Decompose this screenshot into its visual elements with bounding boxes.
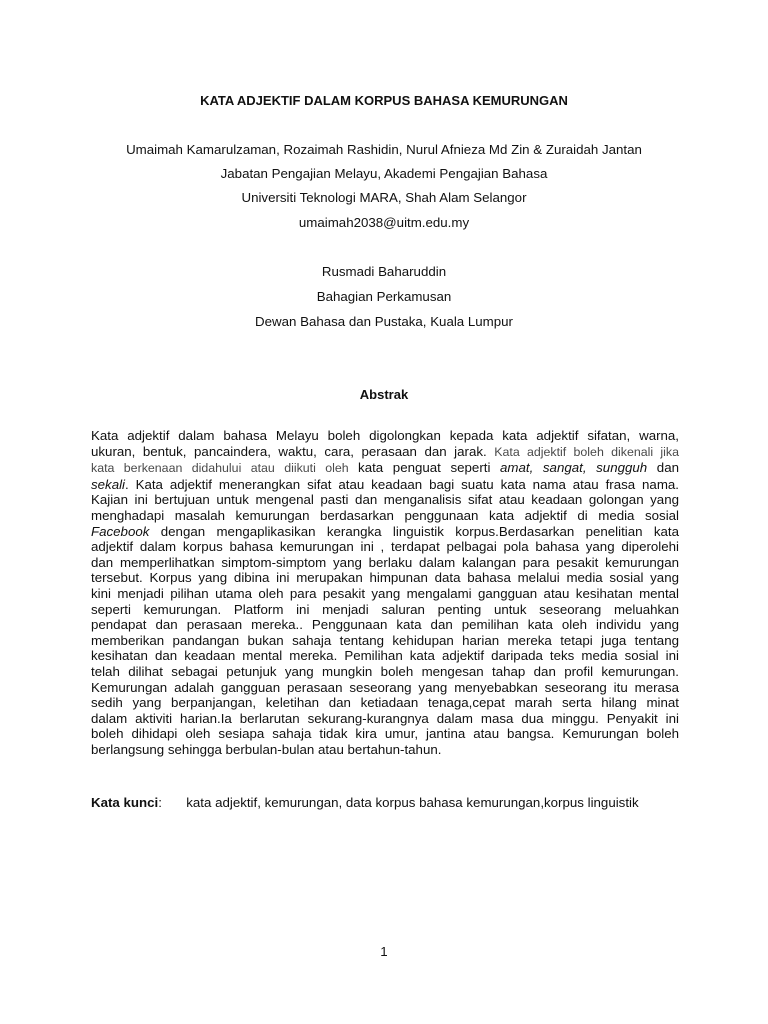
second-author-department: Bahagian Perkamusan: [316, 289, 452, 304]
abstract-text: kata berkenaan didahului atau diikuti oleh: [91, 461, 359, 476]
abstract-italic-text: sekali: [91, 476, 125, 492]
abstract-line: [91, 711, 679, 727]
abstract-line: [91, 648, 679, 664]
keywords-text: kata adjektif, kemurungan, data korpus bahasa kemurungan,korpus linguistik: [186, 795, 639, 810]
abstract-line: [91, 539, 679, 555]
abstract-line: [91, 617, 679, 633]
abstract-text: dan: [647, 460, 679, 476]
author-department: Jabatan Pengajian Melayu, Akademi Pengajian Bahasa: [220, 166, 548, 181]
abstract-line: [91, 680, 679, 696]
author-email: umaimah2038@uitm.edu.my: [298, 215, 470, 230]
abstract-text: sedih yang berpanjangan, keletihan dan ketiadaan tenaga,cepat marah serta hilang minat: [91, 695, 679, 711]
keywords-line: [91, 795, 639, 811]
abstract-text: kata penguat seperti: [358, 460, 501, 476]
abstract-text: dengan mengaplikasikan kerangka linguistik korpus.Berdasarkan penelitian kata: [149, 523, 679, 539]
abstract-text: dalam aktiviti harian.Ia berlarutan sekurang-kurangnya dalam masa dua minggu. Penyakit ini: [91, 710, 679, 726]
abstract-line: [91, 726, 679, 742]
abstract-line: [91, 555, 679, 571]
abstract-italic-text: Facebook: [91, 523, 150, 539]
abstract-line: [91, 602, 679, 618]
abstract-line: [91, 742, 679, 758]
abstract-heading: Abstrak: [359, 387, 409, 402]
abstract-text: berlangsung sehingga berbulan-bulan atau bertahun-tahun.: [91, 741, 442, 757]
keywords-label: Kata kunci: [91, 795, 159, 810]
abstract-line: [91, 492, 679, 508]
abstract-text: Kemurungan adalah gangguan perasaan seseorang yang menyebabkan seseorang itu merasa: [91, 679, 679, 695]
abstract-text: Kajian ini bertujuan untuk mengenal pasti dan menganalisis sifat atau keadaan golongan yang: [91, 492, 679, 508]
abstract-text: kesihatan dan keadaan mental mereka. Pemilihan kata adjektif daripada teks media sosial ini: [91, 648, 679, 664]
second-author-name: Rusmadi Baharuddin: [321, 264, 447, 279]
abstract-line: [91, 524, 679, 540]
abstract-line: [91, 508, 679, 524]
abstract-text: Kata adjektif dalam bahasa Melayu boleh digolongkan kepada kata adjektif sifatan, warna,: [91, 428, 679, 443]
abstract-text: Kata adjektif boleh dikenali jika: [494, 444, 679, 459]
abstract-line: [91, 460, 679, 477]
paper-title: KATA ADJEKTIF DALAM KORPUS BAHASA KEMURUNGAN: [200, 93, 568, 108]
abstract-line: [91, 695, 679, 711]
abstract-line: [91, 570, 679, 586]
abstract-text: kini menjadi pilihan utama oleh para pesakit yang mengalami gangguan atau kesihatan mental: [91, 585, 679, 601]
abstract-line: [91, 664, 679, 680]
author-institution: Universiti Teknologi MARA, Shah Alam Selangor: [241, 190, 527, 205]
page-number: 1: [380, 944, 388, 959]
abstract-text: pendapat dan perasaan mereka.. Penggunaan kata dan pemilihan kata oleh individu yang: [91, 617, 679, 633]
abstract-line: [91, 586, 679, 602]
abstract-line: [91, 444, 679, 461]
abstract-text: adjektif dalam korpus bahasa kemurungan ini , terdapat pelbagai pola bahasa yang diperolehi: [91, 539, 679, 555]
keywords-colon: :: [158, 795, 162, 810]
abstract-text: ukuran, bentuk, pancaindera, waktu, cara, perasaan dan jarak.: [91, 443, 495, 459]
author-names: Umaimah Kamarulzaman, Rozaimah Rashidin, Nurul Afnieza Md Zin & Zuraidah Jantan: [126, 142, 642, 157]
second-author-institution: Dewan Bahasa dan Pustaka, Kuala Lumpur: [255, 314, 513, 329]
abstract-text: menghadapi masalah kemurungan berdasarkan penggunaan kata adjektif di media sosial: [91, 507, 679, 523]
abstract-text: boleh dihidapi oleh sesiapa sahaja tidak kira umur, jantina atau bangsa. Kemurungan boleh: [91, 726, 679, 742]
abstract-text: telah dilihat sebagai petunjuk yang mungkin boleh mengesan tahap dan profil kemurungan.: [91, 663, 679, 679]
abstract-text: . Kata adjektif menerangkan sifat atau keadaan bagi suatu kata nama atau frasa nama.: [125, 476, 679, 492]
abstract-text: dan memperlihatkan simptom-simptom yang berlaku dalam kalangan para pesakit kemurungan: [91, 554, 679, 570]
abstract-line: [91, 477, 679, 493]
abstract-text: seperti kemurungan. Platform ini menjadi saluran penting untuk seseorang meluahkan: [91, 601, 679, 617]
abstract-italic-text: amat, sangat, sungguh: [500, 460, 648, 476]
abstract-text: tersebut. Korpus yang dibina ini merupakan himpunan data bahasa melalui media sosial yang: [91, 570, 679, 586]
abstract-text: memberikan pandangan bukan sahaja tentang kehidupan harian mereka tetapi juga tentang: [91, 632, 679, 648]
abstract-line: [91, 428, 679, 444]
abstract-line: [91, 633, 679, 649]
abstract-body: [91, 428, 679, 757]
